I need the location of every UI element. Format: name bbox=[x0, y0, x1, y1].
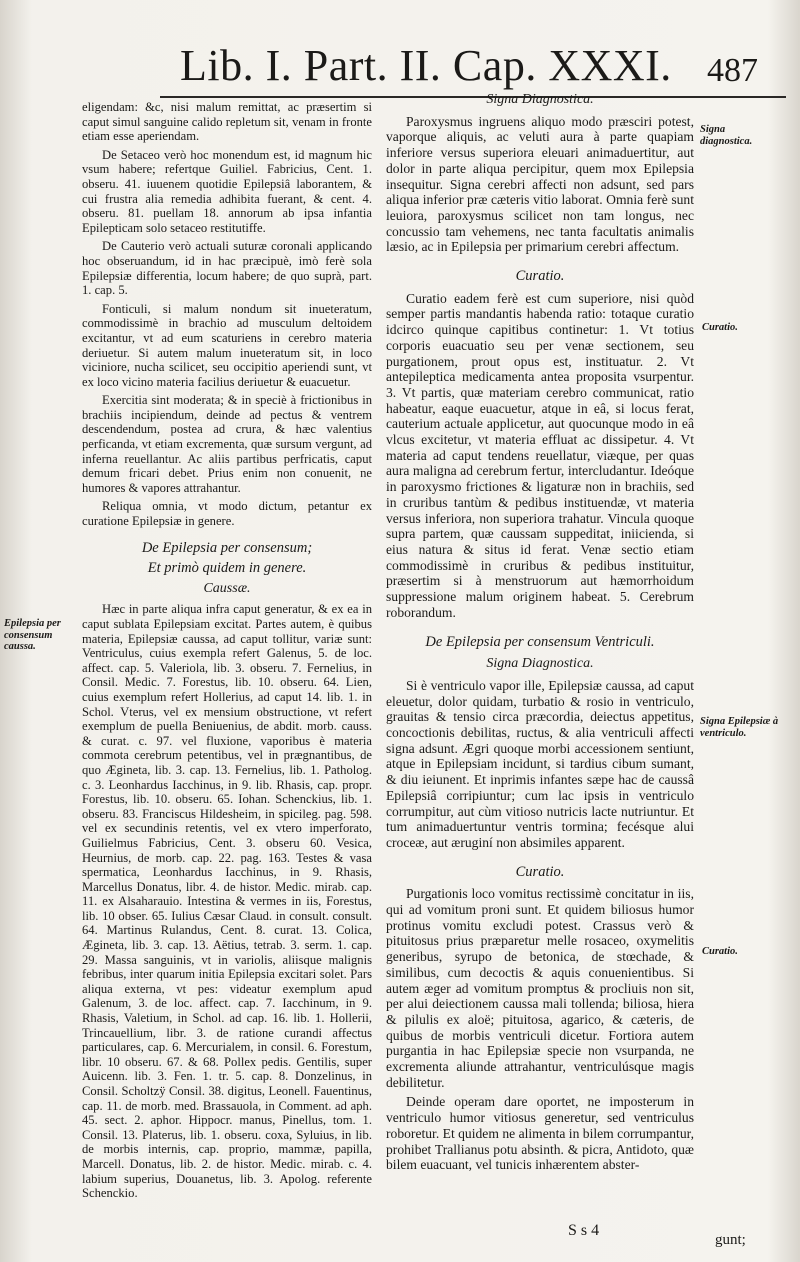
page-number: 487 bbox=[707, 52, 758, 89]
paragraph: De Cauterio verò actuali suturæ coronali applicando hoc obseruandum, id in hac præcipuè, imò ferè sola Epilepsiæ differentia, locum habere; de quo suprà, part. 1. cap. 5. bbox=[82, 239, 372, 298]
paragraph: eligendam: &c, nisi malum remittat, ac præsertim si caput simul sanguine calido repletum sit, venam in fronte etiam esse aperiendam. bbox=[82, 100, 372, 144]
running-head: Lib. I. Part. II. Cap. XXXI. bbox=[180, 41, 672, 90]
section-subheading: Signa Diagnostica. bbox=[486, 656, 594, 672]
right-column bbox=[386, 92, 694, 1177]
margin-note-signa-ventriculi: Signa Epilepsiæ à ventriculo. bbox=[700, 716, 779, 739]
section-subheading: Et primò quidem in genere. bbox=[147, 560, 307, 577]
section-heading: De Epilepsia per consensum; bbox=[141, 539, 313, 556]
paragraph: Paroxysmus ingruens aliquo modo præsciri potest, vaporque aliquis, ac veluti aura à parte quapiam inferiore versus superiora eleuari animaduertitur, aut dolor in parte aliqua percipitur, quem mox Epilepsia insequitur. Signa cerebri affecti non adsunt, sed pars aliqua inferior præ cæteris vitio laborat. Omnia ferè sunt leuiora, paroxysmus scilicet non tam longus, nec concussio tam vehemens, nec tanta facultatis animalis læsio, ac in Epilepsia per primarium cerebri affectum. bbox=[386, 113, 694, 255]
section-subheading: Caussæ. bbox=[203, 580, 251, 596]
margin-note-curatio: Curatio. bbox=[702, 322, 738, 333]
paragraph: Fonticuli, si malum nondum sit inueteratum, commodissimè in brachio ad musculum deltoidem excitantur, vt ad eum scaturiens in cerebro materia deriuetur. Si autem malum inueteratum sit, in loco viciniore, nucha scilicet, seu occipitio aperiendi sunt, vt ex loco vicino materia facilius deriuetur & euacuetur. bbox=[82, 301, 372, 389]
margin-note-curatio-2: Curatio. bbox=[702, 946, 738, 957]
section-heading: Curatio. bbox=[515, 863, 565, 880]
paragraph: Reliqua omnia, vt modo dictum, petantur ex curatione Epilepsiæ in genere. bbox=[82, 499, 372, 529]
margin-note-signa: Signa diagnostica. bbox=[700, 124, 753, 147]
signature-mark: S s 4 bbox=[568, 1222, 600, 1239]
paragraph: Deinde operam dare oportet, ne imposterum in ventriculo humor vitiosus generetur, sed ventriculus roboretur. Et quidem ne alimenta in bilem corrumpantur, prohibet Trallianus potu absinth. & picra, Antidoto, quæ bilem euacuant, vel tunicis inhærentem abster- bbox=[386, 1094, 694, 1173]
section-heading: De Epilepsia per consensum Ventriculi. bbox=[425, 633, 655, 650]
section-heading: Signa Diagnostica. bbox=[486, 92, 594, 107]
paragraph: Curatio eadem ferè est cum superiore, nisi quòd semper partis mandantis habenda ratio: totaque curatio idcirco quinque capitibus continetur: 1. Vt totius corporis euacuatio seu per venæ sectionem, seu purgationem, prout opus est, instituatur. 2. Vt antepileptica medicamenta antea proposita vsurpentur. 3. Vt partis, quæ materiam cerebro communicat, ratio habeatur, eaque euacuetur, atque in eâ, si locus ferat, cauterium actuale applicetur, aut quocunque modo in eâ vlcus excitetur, vt materia effluat ac dissipetur. 4. Vt materia ad caput tendens reuellatur, viæque, per quas aura maligna ad cerebrum fertur, intercludantur. Ideóque in paroxysmo frictiones & ligaturæ non in brachiis, sed in cruribus tantùm & pedibus instituendæ, vt materia versus inferiora, non superiora trahatur. Vincula quoque supra partem, quæ caussam suppeditat, iniicienda, si eius natura & situs id ferat. Venæ sectio etiam commodissimè in cruribus & pedibus instituitur, præsertim si à menstruorum aut hæmorrhoidum suppressione malum originem habeat. 5. Cerebrum roborandum. bbox=[386, 290, 694, 620]
section-heading: Curatio. bbox=[515, 268, 565, 285]
paragraph: Purgationis loco vomitus rectissimè concitatur in iis, qui ad vomitum proni sunt. Et quidem biliosus humor protinus vomitu excludi potest. Crassus verò & pituitosus prius præparetur melle rosaceo, oxymelitis generibus, syrupo de betonica, de stœchade, & similibus, cum decoctis & aquis conuenientibus. Si autem æger ad vomitum promptus & procliuis non sit, per alui deiectionem caussa mali tollenda; biliosa, hiera & pilulis ex aloë; pituitosa, agarico, & cæteris, de quibus de morbis ventriculi dicetur. Fortiora autem purgantia in hac Epilepsiæ specie non vsurpanda, ne excrementa aliunde attrahantur, ventriculúsque magis debilitetur. bbox=[386, 886, 694, 1090]
page-header bbox=[160, 40, 786, 98]
paragraph: Exercitia sint moderata; & in speciè à frictionibus in brachiis incipiendum, deinde ad pectus & ventrem descendendum, postea ad crura, & hæc valentius perficanda, vt etiam excrementa, quæ sursum vergunt, ad inferna reuellantur. Ac aliis partibus perfricatis, caput demum fricari debet. Prius enim non conuenit, ne humores & vapores attrahantur. bbox=[82, 393, 372, 495]
paragraph: De Setaceo verò hoc monendum est, id magnum hic vsum habere; refertque Guiliel. Fabricius, Cent. 1. obseru. 41. iuuenem quotidie Epilepsiâ laborantem, & cui frustra alia remedia adhibita fuerant, & cent. 4. obseru. 81. puellam 18. annorum ab ipsa infantia Epilepticam solo setaceo restitutiffe. bbox=[82, 147, 372, 235]
left-column bbox=[82, 100, 372, 1205]
paragraph: Hæc in parte aliqua infra caput generatur, & ex ea in caput sublata Epilepsiam excitat. Partes autem, è quibus materia, Epilepsiæ caussa, ad caput tollitur, variæ sunt: Ventriculus, cuius exempla refert Galenus, 5. de loc. affect. cap. 5. Valeriola, lib. 3. obseru. 7. Fernelius, in Consil. Medic. 7. Forestus, lib. 10. obseru. 64. Lien, cuius exemplum refert Hollerius, ad caput 14. lib. 1. in Schol. Vterus, vel ex mensium obstructione, vt refert exemplum de puella Beniuenius, de abdit. morb. causs. & curat. c. 97. vel fluxione, vaporibus è materia commota cerebrum petentibus, vel in prægnantibus, de quo Ægineta, lib. 3. cap. 13. Fernelius, lib. 1. Patholog. c. 3. Leonhardus Iacchinus, in 9. lib. Rhasis, cap. propr. Forestus, lib. 10. obseru. 65. Iohan. Schenckius, lib. 1. obseru. 83. Franciscus Hildesheim, in spicileg. pag. 598. vel ex secundinis retentis, vel ex vtero imperforato, Guilielmus Fabricius, Cent. 3. obseru 60. Vesica, Heurnius, de morb. cap. 22. pag. 163. Testes & vasa spermatica, Leonhardus Iacchinus, in 9. Rhasis, Marcellus Donatus, libr. 4. de histor. Medic. mirab. cap. 11. ex Alsaharauio. Intestina & vermes in iis, Forestus, lib. 10 obser. 65. Iulius Cæsar Claud. in consult. consult. 64. Martinus Rulandus, Cent. 8. curat. 13. Colica, Ægineta, lib. 3. cap. 13. Aëtius, tetrab. 3. serm. 1. cap. 29. Massa sanguinis, vt in variolis, aliisque malignis febribus, inter quarum initia Epilepsia excitari solet. Pars aliqua externa, vt pes: videatur exemplum apud Galenum, 3. de loc. affect. cap. 7. Iacchinum, in 9. Rhasis, Valetium, in Schol. ad cap. 16. lib. 1. Hollerii, Trincauellium, libr. 3. de ratione curandi affectus particulares, cap. 6. Mercurialem, in consil. 6. Forestum, libr. 10 obseru. 67. & 68. Pollex pedis. Gentilis, super Auicenn. lib. 3. Fen. 1. tr. 5. cap. 8. Donzelinus, in Consil. Scholtzÿ Consil. 38. digitus, Leonell. Fauentinus, cap. 11. de morb. med. Brassauola, in Comment. ad aph. 45. sect. 2. aphor. Hippocr. manus, Pinellus, tom. 1. Consil. 13. Platerus, lib. 1. obseru. coxa, Syluius, in lib. de morbis internis, cap. proprio, mammæ, papilla, Marcell. Donatus, lib. 2. de histor. Medic. mirab. c. 4. labium superius, Douanetus, lib. 3. Apolog. referente Schenckio. bbox=[82, 602, 372, 1201]
paragraph: Si è ventriculo vapor ille, Epilepsiæ caussa, ad caput eleuetur, dolor quidam, turbatio & rosio in ventriculo, grauitas & tensio circa præcordia, deiectus appetitus, concoctionis debilitas, ructus, & alia ventriculi affecti signa adsunt. Ægri quoque morbi accessionem sentiunt, atque in Epilepsiam incidunt, si tardius cibum sumant, & diu ieiunent. Et inprimis infantes sæpe hac de caussâ Epilepsiâ corripiuntur; cum lac ipsis in ventriculo corrumpitur, aut cùm vitioso nutricis lacte nutriuntur. Et tum animaduertuntur ventris tormina; fecésque alui croceæ, aut æruginí non absimiles apparent. bbox=[386, 677, 694, 850]
margin-note-caussa: Epilepsia per consensum caussa. bbox=[4, 618, 61, 652]
catchword: gunt; bbox=[715, 1232, 746, 1248]
